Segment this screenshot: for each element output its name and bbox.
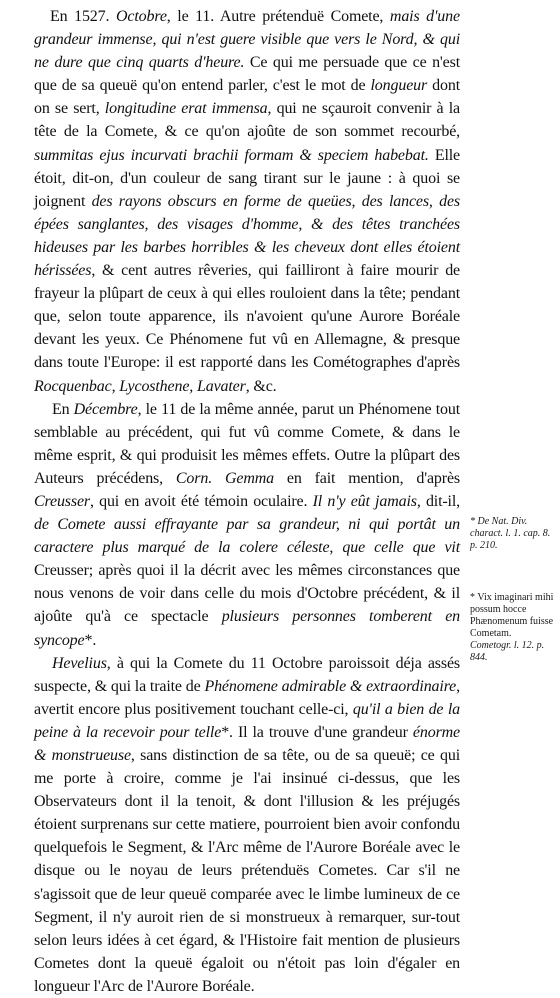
text-run: dont on se sert, — [34, 77, 460, 118]
italic-text: Creusser — [34, 492, 90, 510]
paragraph-3 — [34, 652, 460, 998]
italic-text: énorme & monstrueuse — [34, 723, 461, 764]
text-run: , qui ne sçauroit convenir à la tête de la Comete, & ce qu'on ajoûte de son sommet recourbé, — [34, 100, 460, 141]
margin-note-1 — [470, 516, 554, 552]
text-run: *. — [84, 631, 97, 649]
text-run: En — [52, 400, 74, 418]
text-run: en fait mention, d'après — [273, 469, 460, 487]
italic-text: Décembre — [73, 400, 138, 418]
italic-text: des rayons obscurs en forme de queües, des lances, des épées sanglantes, des visages d'homme, & des têtes tranchées hideuses par les barbes horribles & les cheveux dont elles étoient hérissées — [34, 192, 460, 280]
text-run: , &c. — [245, 377, 277, 395]
paragraph-1 — [34, 5, 460, 398]
italic-text: Il n'y eût jamais — [312, 492, 417, 510]
italic-text: longitudine erat immensa — [104, 100, 268, 118]
text-run: , le 11. Autre prétenduë Comete, — [166, 8, 390, 25]
text-run: , le 11 de la même année, parut un Phénomene tout semblable au précédent, qui fut vû comme Comete, & dans le même esprit, & qui produisit les mêmes effets. Outre la plûpart des Auteurs précédens, — [34, 400, 460, 487]
italic-text: plusieurs personnes tomberent en syncope — [34, 608, 460, 649]
italic-text: longueur — [370, 77, 428, 95]
italic-text: Hevelius — [52, 654, 107, 672]
text-run: *. Il la trouve d'une grandeur — [221, 723, 413, 741]
margin-note-2 — [470, 592, 554, 664]
text-run: , & cent autres rêveries, qui failliront à faire mourir de frayeur la plûpart de ceux à qui elles rouloient dans la tête; pendant que, selon toute apparence, ils n'avoient qu'une Aurore Boréale devant les yeux. Ce Phénomene fut vû en Allemagne, & presque dans toute l'Europe: il est rapporté dans les Cométographes d'après — [34, 262, 460, 372]
italic-text: de Comete aussi effrayante par sa grandeur, ni qui portât un caractere plus marqué de la colere céleste, que celle que vit — [34, 516, 460, 557]
italic-text: Octobre — [116, 8, 167, 25]
italic-text: Rocquenbac, Lycosthene, Lavater — [34, 377, 246, 395]
text-run: , avertit encore plus positivement touchant celle-ci, — [34, 677, 460, 718]
text-run: Creusser; après quoi il la décrit avec les mêmes circonstances que nous venons de voir dans celle du mois d'Octobre précédent, & il ajoûte qu'à ce spectacle — [34, 562, 460, 626]
italic-text: Corn. Gemma — [175, 469, 274, 487]
italic-text: mais d'une grandeur immense, qui n'est guere visible que vers le Nord, & qui ne dure que cinq quarts d'heure. — [34, 8, 460, 72]
italic-text: Phénomene admirable & extraordinaire — [204, 677, 457, 695]
text-run: , à qui la Comete du 11 Octobre paroissoit déja assés suspecte, & qui la traite de — [34, 654, 460, 695]
text-run: , qui en avoit été témoin oculaire. — [90, 492, 313, 510]
italic-text: qu'il a bien de la peine à la recevoir pour telle — [34, 700, 460, 741]
text-run: , dit-il, — [416, 492, 460, 510]
text-run: , sans distinction de sa tête, ou de sa queuë; ce qui me porte à croire, comme je l'ai insinué ci-dessus, que les Observateurs dont il la tenoit, & dont l'illusion & les préjugés étoient surprenans sur cette matiere, pourroient bien avoir confondu quelquefois le Segment, & l'Arc même de l'Aurore Boréale avec le disque ou le noyau de leurs prétenduës Cometes. Car s'il ne s'agissoit que de leur queuë comparée avec le limbe lumineux de ce Segment, il n'y auroit rien de si monstrueux à remarquer, sur-tout selon leurs idées à cet égard, & l'Histoire fait mention de plusieurs Cometes dont la queuë égaloit ou n'étoit pas loin d'égaler en longueur l'Arc de l'Aurore Boréale. — [34, 747, 460, 995]
italic-text: summitas ejus incurvati brachii formam & speciem habebat. — [34, 146, 429, 164]
text-run: Ce qui me persuade que ce n'est que de sa queuë qu'on entend parler, c'est le mot de — [34, 54, 460, 95]
text-run: En 1527. — [50, 8, 116, 25]
main-text-column — [34, 5, 460, 998]
text-run: Elle étoit, dit-on, d'un couleur de sang tirant sur le jaune : à quoi se joignent — [34, 146, 460, 210]
text-run: * Vix imaginari mihi possum hocce Phænomenum fuisse Cometam. — [470, 592, 554, 639]
italic-text: * De Nat. Div. charact. l. 1. cap. 8. p. 210. — [470, 516, 551, 551]
paragraph-2 — [34, 398, 460, 652]
italic-text: Cometogr. l. 12. p. 844. — [470, 640, 545, 663]
